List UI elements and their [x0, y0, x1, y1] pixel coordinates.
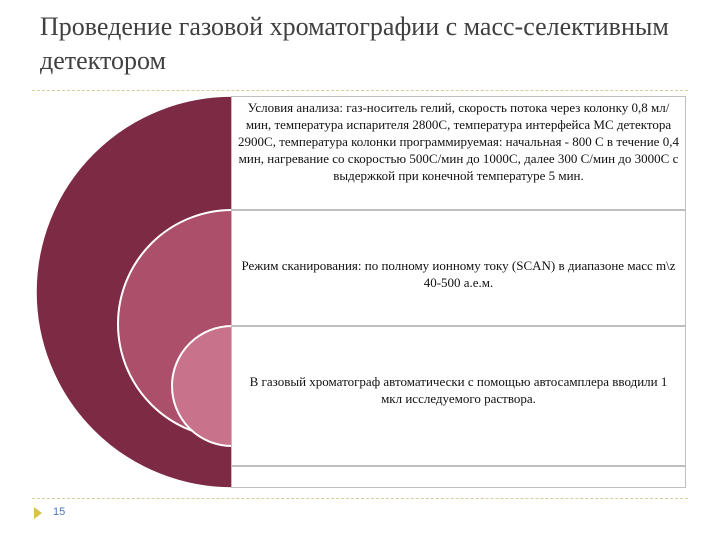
analysis-conditions-text: Условия анализа: газ-носитель гелий, скорость потока через колонку 0,8 мл/мин, температура испарителя 2800С, температура интерфейса МС детектора 2900С, температура колонки программируемая: начальная - 800 С в течение 0,4 мин, нагревание со скоростью 500С/мин до 1000С, далее 300 С/мин до 3000С с выдержкой при конечной температуре 5 мин.: [238, 100, 679, 183]
analysis-conditions-box: [231, 96, 686, 210]
injection-box: [231, 326, 686, 466]
slide-title: Проведение газовой хроматографии с масс-селективным детектором: [40, 12, 669, 75]
scan-mode-box: [231, 210, 686, 326]
empty-row-box: [231, 466, 686, 488]
slide-number: 15: [53, 506, 66, 518]
scan-mode-text: Режим сканирования: по полному ионному току (SCAN) в диапазоне масс m\z 40-500 а.е.м.: [241, 258, 676, 290]
slide-arrow-icon: [34, 507, 42, 519]
injection-text: В газовый хроматограф автоматически с помощью автосамплера вводили 1 мкл исследуемого раствора.: [249, 374, 668, 406]
